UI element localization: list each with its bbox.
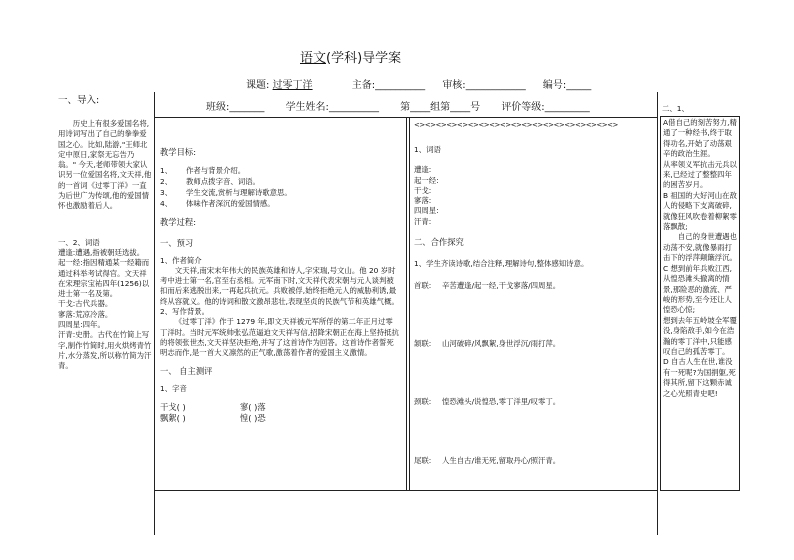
class-label: 班级: <box>206 102 230 113</box>
side-item: D 自古人生在世,谁没有一死呢?为国捐躯,死得其所,留下这颗赤诚之心光照青史吧! <box>663 357 736 398</box>
group-number: 第____组第____号 <box>400 102 481 113</box>
author-heading: 1、作者简介 <box>160 255 202 265</box>
word-item: 汗青: <box>414 216 432 226</box>
vocab-item: 四周星:四年。 <box>58 320 105 330</box>
side-items <box>663 118 738 399</box>
name-blank: __________ <box>328 102 379 113</box>
objective-number: 4、 <box>160 198 173 208</box>
objective-text: 教师点拨字音、词语。 <box>186 176 260 186</box>
side-item: 自己的身世遭遇也动荡不安,就像暴雨打击下的浮萍颠簸浮沉。 <box>663 232 737 263</box>
sound-item: 干戈( ) <box>160 402 186 413</box>
couplet-label: 颈联: <box>414 397 432 407</box>
topic-value: 过零丁洋 <box>272 80 313 91</box>
word-item: 四周星: <box>414 206 439 216</box>
vocab-item: 汗青:史册。古代在竹简上写字,制作竹简时,用火烘烤青竹片,水分蒸发,所以称竹简为汗青。 <box>58 330 152 371</box>
couplet-row <box>414 397 652 407</box>
left-column <box>58 94 152 372</box>
couplet-text: 辛苦遭逢/起一经,干戈寥落/四周星。 <box>442 280 561 290</box>
word-item: 起一经: <box>414 175 439 185</box>
number-blank: _____ <box>566 80 592 91</box>
side-item: 从率领义军抗击元兵以来,已经过了整整四年的困苦岁月。 <box>663 159 737 190</box>
header-row-2 <box>206 98 590 113</box>
vocab-list <box>58 248 152 372</box>
word-item: 遭逢: <box>414 165 432 175</box>
author-text: 文天祥,南宋末年伟大的民族英雄和诗人,字宋瑞,号文山。他 20 岁时考中进士第一名,官至右丞相。元军南下时,文天祥代表宋朝与元人谈判被扣而后来逃脱出来,一再起兵抗元。兵败被俘,始终拒绝元人的威胁利诱,最终从容就义。他的诗词和散文激昂悲壮,表现坚贞的民族气节和英雄气概。 <box>160 265 399 306</box>
header-row-1 <box>246 76 591 91</box>
words-heading: 1、词语 <box>414 145 441 154</box>
couplet-label: 颔联: <box>414 339 432 349</box>
side-item: C 想到前年兵败江西,从惶恐滩头撤离的情景,那险恶的激流、严峻的形势,至今还让人惶恐心惊; <box>663 263 732 315</box>
host-blank: __________ <box>375 80 426 91</box>
name-label: 学生姓名: <box>285 102 329 113</box>
couplet-label: 首联: <box>414 280 432 290</box>
topic-label: 课题: <box>246 80 270 91</box>
review-label: 审核: <box>442 80 466 91</box>
word-item: 寥落: <box>414 196 432 206</box>
page-title <box>300 47 401 66</box>
subject: 语文 <box>300 51 327 66</box>
objectives-list <box>160 165 400 209</box>
sound-item: 惶( )恐 <box>240 413 266 424</box>
vocab-item: 干戈:古代兵器。 <box>58 299 113 309</box>
vocab-item: 遭逢:遭遇,指被朝廷选拔。 <box>58 247 145 257</box>
vocab-heading: 一、2、词语 <box>58 237 100 247</box>
couplet-row <box>414 456 652 466</box>
word-item: 干戈: <box>414 185 432 195</box>
words-list <box>414 165 652 227</box>
side-item: B 祖国的大好河山在敌人的侵略下支离破碎,就像狂风吹卷着柳絮零落飘散; <box>663 190 737 232</box>
eval-blank: _________ <box>544 102 590 113</box>
self-test-heading: 一、 自主测评 <box>160 366 213 377</box>
sound-item: 飘絮( ) <box>160 413 186 424</box>
couplet-text: 惶恐滩头/说惶恐,零丁洋里/叹零丁。 <box>442 397 561 407</box>
couplet-row <box>414 281 652 291</box>
couplets <box>414 281 652 466</box>
objective-item <box>160 165 400 176</box>
review-blank: ____________ <box>465 80 526 91</box>
main-divider-2 <box>409 117 410 491</box>
title-suffix: (学科)导学案 <box>326 51 402 66</box>
sound-row <box>160 413 400 424</box>
background-text: 《过零丁洋》作于 1279 年,即文天祥被元军所俘的第二年正月过零丁洋时。当时元军统帅张弘范逼迫文天祥写信,招降宋朝正在海上坚持抵抗的将领张世杰,文天祥坚决拒绝,并写了这首诗作为回答。这首诗作者誓死明志而作,是一首大义凛然的正气歌,激荡着作者的爱国主义激情。 <box>160 317 399 358</box>
eval-label: 评价等级: <box>501 102 545 113</box>
main-divider <box>406 117 407 491</box>
objective-item <box>160 198 400 209</box>
explore-intro: 1、学生齐读诗歌,结合注释,理解诗句,整体感知诗意。 <box>414 258 589 268</box>
middle-column <box>160 147 400 424</box>
number-label: 编号: <box>542 80 567 91</box>
side-column <box>660 104 740 398</box>
sound-item: 寥( )落 <box>240 402 266 413</box>
sound-rows <box>160 402 400 424</box>
right-column <box>414 121 652 466</box>
objective-text: 学生交流,赏析与理解诗歌意思。 <box>186 187 292 197</box>
objective-text: 体味作者深沉的爱国情感。 <box>186 198 275 208</box>
intro-heading: 一、导入: <box>58 95 100 106</box>
host-label: 主备: <box>351 80 376 91</box>
objective-number: 1、 <box>160 165 173 175</box>
process-heading: 教学过程: <box>160 216 196 227</box>
preview-heading: 一、预习 <box>160 238 194 248</box>
objective-item <box>160 187 400 198</box>
intro-text: 历史上有很多爱国名将,用诗词写出了自己的拳拳爱国之心。比如,陆游,"王师北定中原日,家祭无忘告乃翁。" 今天,老师带领大家认识另一位爱国名将,文天祥,他的一首词《过零丁洋》一直为后世广为传颂,他的爱国情怀也激励着后人。 <box>58 119 152 211</box>
background-heading: 2、写作背景。 <box>160 306 210 316</box>
vocab-item: 起一经:指因精通某一经籍而通过科举考试得官。文天祥在宋理宗宝祐四年(1256)以进士第一名及第。 <box>58 258 150 299</box>
couplet-label: 尾联: <box>414 455 432 465</box>
side-heading: 二、1、 <box>662 104 689 113</box>
sound-heading: 1、字音 <box>160 383 187 393</box>
objectives-heading: 教学目标: <box>160 147 196 157</box>
side-item: A借自己的刻苦努力,精通了一种经书,终于取得功名,开始了动荡艰辛的政治生涯。 <box>663 118 737 159</box>
dots-divider: <><><><><><><><><><><><><><><><><><><> <box>414 121 618 129</box>
class-blank: _______ <box>229 102 265 113</box>
objective-text: 作者与背景介绍。 <box>186 165 246 175</box>
couplet-text: 山河破碎/风飘絮,身世浮沉/雨打萍。 <box>442 339 561 349</box>
explore-heading: 二、合作探究 <box>414 237 464 248</box>
side-item: 想到去年五岭坡全军覆没,身陷敌手,如今在浩瀚的零丁洋中,只能感叹自己的孤苦零丁。 <box>663 315 737 356</box>
objective-number: 3、 <box>160 187 173 197</box>
couplet-row <box>414 339 652 349</box>
couplet-text: 人生自古/谁无死,留取丹心/照汗青。 <box>442 455 561 465</box>
objective-item <box>160 176 400 187</box>
objective-number: 2、 <box>160 176 173 186</box>
vocab-item: 寥落:荒凉冷落。 <box>58 309 113 319</box>
sound-row <box>160 402 400 413</box>
